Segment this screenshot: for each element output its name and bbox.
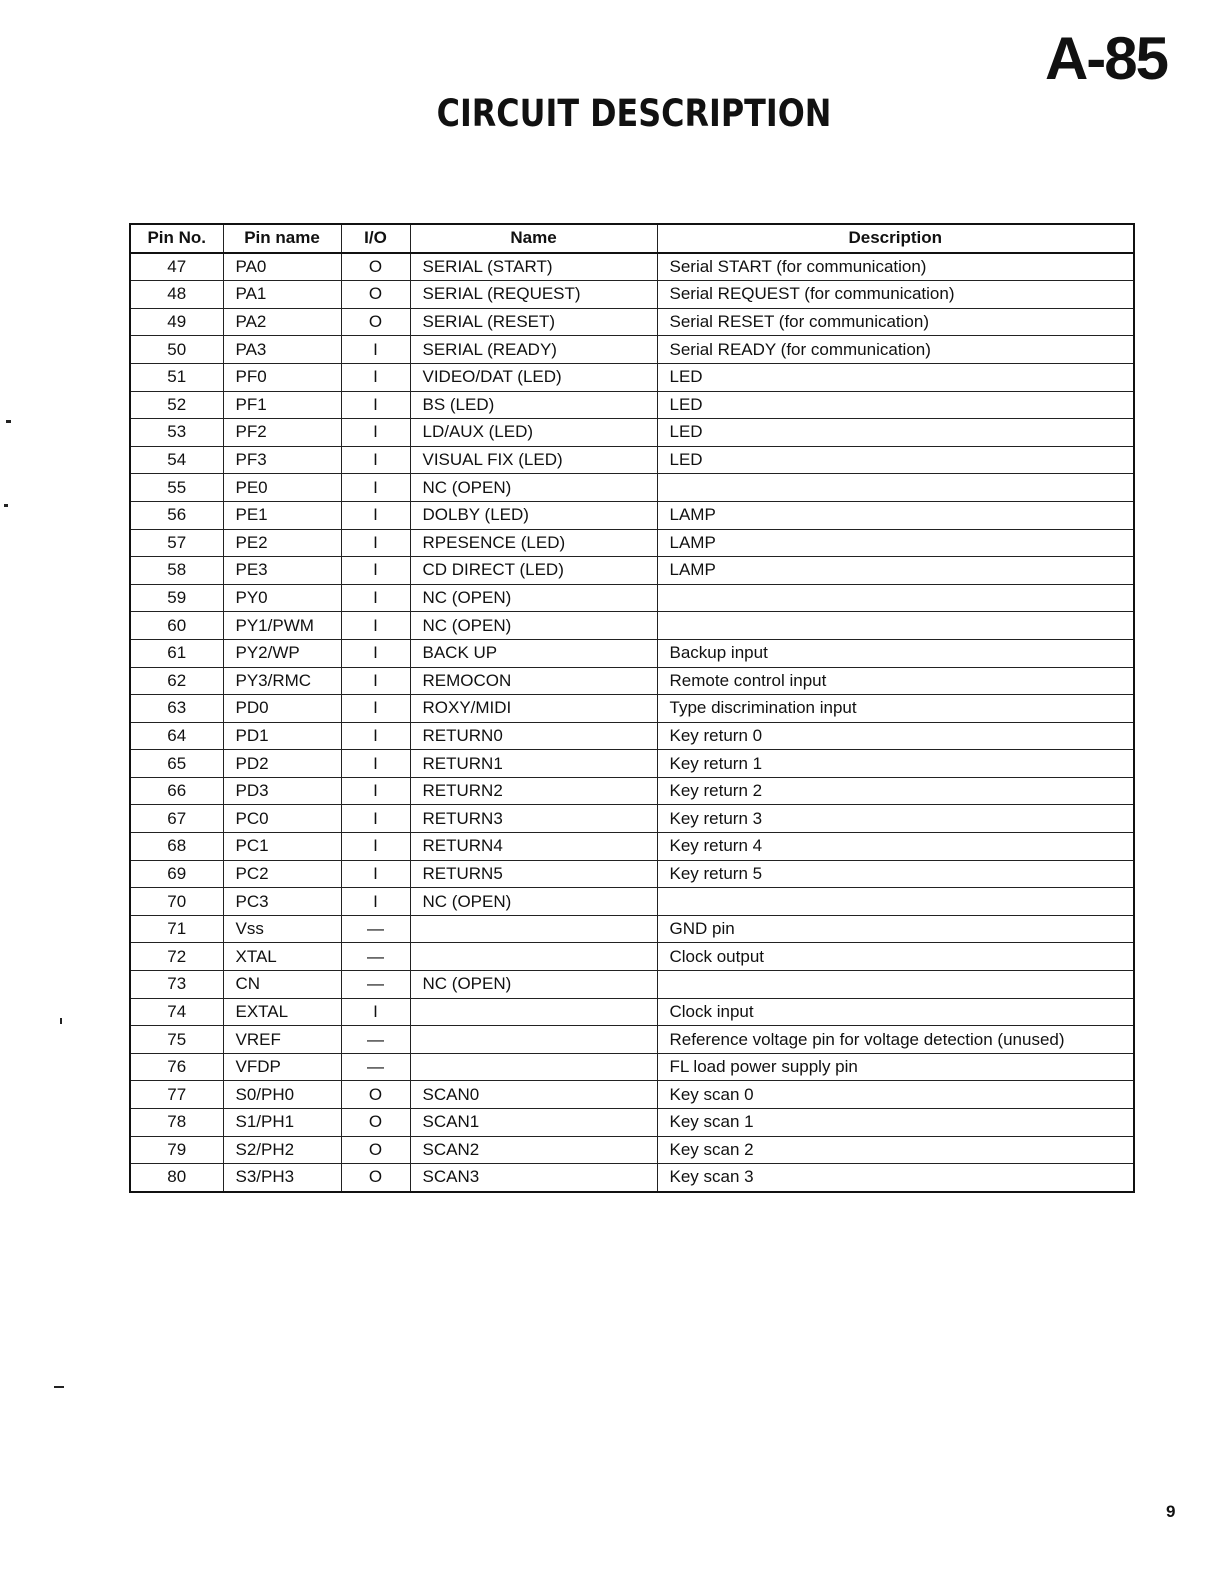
description-cell: Remote control input — [657, 667, 1134, 695]
io-cell: I — [341, 336, 410, 364]
table-row — [130, 1136, 1134, 1164]
pin-name-cell: PA2 — [223, 308, 341, 336]
signal-name-cell: SERIAL (READY) — [410, 336, 657, 364]
table-row — [130, 557, 1134, 585]
table-row — [130, 446, 1134, 474]
table-row — [130, 474, 1134, 502]
description-cell: LED — [657, 363, 1134, 391]
pin-number-cell: 78 — [130, 1109, 223, 1137]
scan-speck — [60, 1018, 62, 1024]
pin-number-cell: 73 — [130, 971, 223, 999]
signal-name-cell: CD DIRECT (LED) — [410, 557, 657, 585]
description-cell — [657, 971, 1134, 999]
pin-number-cell: 48 — [130, 281, 223, 309]
signal-name-cell — [410, 1026, 657, 1054]
pin-name-cell: PY2/WP — [223, 639, 341, 667]
signal-name-cell: NC (OPEN) — [410, 888, 657, 916]
pin-number-cell: 62 — [130, 667, 223, 695]
description-cell: Clock input — [657, 998, 1134, 1026]
pin-name-cell: PA0 — [223, 253, 341, 281]
pin-name-cell: PE1 — [223, 501, 341, 529]
io-cell: I — [341, 860, 410, 888]
pin-name-cell: PY1/PWM — [223, 612, 341, 640]
table-row — [130, 584, 1134, 612]
signal-name-cell: RETURN5 — [410, 860, 657, 888]
description-cell: Key return 0 — [657, 722, 1134, 750]
io-cell: I — [341, 557, 410, 585]
table-row — [130, 943, 1134, 971]
pin-name-cell: PC1 — [223, 833, 341, 861]
table-row — [130, 722, 1134, 750]
signal-name-cell: BACK UP — [410, 639, 657, 667]
description-cell: LED — [657, 446, 1134, 474]
model-number: A-85 — [1044, 25, 1167, 92]
signal-name-cell: BS (LED) — [410, 391, 657, 419]
page-number: 9 — [1166, 1502, 1176, 1521]
io-cell: — — [341, 943, 410, 971]
io-cell: O — [341, 1081, 410, 1109]
pin-number-cell: 63 — [130, 695, 223, 723]
table-row — [130, 1053, 1134, 1081]
signal-name-cell: SERIAL (REQUEST) — [410, 281, 657, 309]
signal-name-cell: RETURN3 — [410, 805, 657, 833]
table-row — [130, 695, 1134, 723]
io-cell: I — [341, 750, 410, 778]
description-cell: LED — [657, 419, 1134, 447]
signal-name-cell: NC (OPEN) — [410, 584, 657, 612]
description-cell: LAMP — [657, 529, 1134, 557]
signal-name-cell — [410, 915, 657, 943]
description-cell: Clock output — [657, 943, 1134, 971]
signal-name-cell: NC (OPEN) — [410, 612, 657, 640]
pin-number-cell: 69 — [130, 860, 223, 888]
pin-number-cell: 61 — [130, 639, 223, 667]
description-cell: Key scan 3 — [657, 1164, 1134, 1192]
table-row — [130, 1109, 1134, 1137]
io-cell: I — [341, 805, 410, 833]
io-cell: I — [341, 777, 410, 805]
signal-name-cell: NC (OPEN) — [410, 971, 657, 999]
pin-name-cell: S2/PH2 — [223, 1136, 341, 1164]
pin-name-cell: XTAL — [223, 943, 341, 971]
io-cell: O — [341, 281, 410, 309]
table-row — [130, 363, 1134, 391]
signal-name-cell — [410, 1053, 657, 1081]
pin-name-cell: PA1 — [223, 281, 341, 309]
description-cell — [657, 474, 1134, 502]
table-row — [130, 612, 1134, 640]
io-cell: I — [341, 888, 410, 916]
table-row — [130, 998, 1134, 1026]
pin-name-cell: PD2 — [223, 750, 341, 778]
description-cell — [657, 612, 1134, 640]
pin-name-cell: Vss — [223, 915, 341, 943]
scan-speck — [6, 420, 11, 423]
description-cell: Key scan 2 — [657, 1136, 1134, 1164]
pin-name-cell: PA3 — [223, 336, 341, 364]
table-row — [130, 860, 1134, 888]
column-header: Description — [657, 224, 1134, 253]
pin-number-cell: 57 — [130, 529, 223, 557]
pin-number-cell: 54 — [130, 446, 223, 474]
signal-name-cell: SERIAL (RESET) — [410, 308, 657, 336]
description-cell: Serial RESET (for communication) — [657, 308, 1134, 336]
pin-name-cell: PC3 — [223, 888, 341, 916]
description-cell: Key return 4 — [657, 833, 1134, 861]
io-cell: I — [341, 667, 410, 695]
pin-name-cell: PF0 — [223, 363, 341, 391]
io-cell: I — [341, 446, 410, 474]
pin-number-cell: 80 — [130, 1164, 223, 1192]
pin-name-cell: S0/PH0 — [223, 1081, 341, 1109]
io-cell: I — [341, 639, 410, 667]
signal-name-cell: VISUAL FIX (LED) — [410, 446, 657, 474]
pin-name-cell: PC2 — [223, 860, 341, 888]
table-row — [130, 915, 1134, 943]
table-row — [130, 971, 1134, 999]
pin-number-cell: 49 — [130, 308, 223, 336]
pin-name-cell: PY0 — [223, 584, 341, 612]
pin-name-cell: VREF — [223, 1026, 341, 1054]
table-row — [130, 308, 1134, 336]
signal-name-cell: SCAN3 — [410, 1164, 657, 1192]
pin-number-cell: 71 — [130, 915, 223, 943]
signal-name-cell: SCAN0 — [410, 1081, 657, 1109]
pin-name-cell: VFDP — [223, 1053, 341, 1081]
pin-name-cell: S1/PH1 — [223, 1109, 341, 1137]
table-row — [130, 419, 1134, 447]
pin-number-cell: 77 — [130, 1081, 223, 1109]
pin-name-cell: PD3 — [223, 777, 341, 805]
pin-name-cell: PE0 — [223, 474, 341, 502]
description-cell: Key return 3 — [657, 805, 1134, 833]
pin-number-cell: 60 — [130, 612, 223, 640]
signal-name-cell: VIDEO/DAT (LED) — [410, 363, 657, 391]
pin-number-cell: 53 — [130, 419, 223, 447]
pin-number-cell: 52 — [130, 391, 223, 419]
pin-number-cell: 68 — [130, 833, 223, 861]
description-cell: LED — [657, 391, 1134, 419]
pin-number-cell: 55 — [130, 474, 223, 502]
pin-name-cell: PY3/RMC — [223, 667, 341, 695]
signal-name-cell: RETURN1 — [410, 750, 657, 778]
description-cell: Reference voltage pin for voltage detection (unused) — [657, 1026, 1134, 1054]
page-title: CIRCUIT DESCRIPTION — [436, 92, 832, 135]
io-cell: I — [341, 833, 410, 861]
description-cell: Serial READY (for communication) — [657, 336, 1134, 364]
description-cell: GND pin — [657, 915, 1134, 943]
table-row — [130, 1164, 1134, 1192]
description-cell: LAMP — [657, 557, 1134, 585]
table-header-row — [130, 224, 1134, 253]
signal-name-cell: SERIAL (START) — [410, 253, 657, 281]
io-cell: I — [341, 391, 410, 419]
pin-name-cell: PD1 — [223, 722, 341, 750]
signal-name-cell: ROXY/MIDI — [410, 695, 657, 723]
io-cell: I — [341, 501, 410, 529]
pin-number-cell: 66 — [130, 777, 223, 805]
table-row — [130, 667, 1134, 695]
description-cell: Serial START (for communication) — [657, 253, 1134, 281]
column-header: Pin name — [223, 224, 341, 253]
table-row — [130, 1026, 1134, 1054]
signal-name-cell: RETURN0 — [410, 722, 657, 750]
io-cell: — — [341, 915, 410, 943]
description-cell: Key scan 1 — [657, 1109, 1134, 1137]
signal-name-cell: SCAN1 — [410, 1109, 657, 1137]
description-cell: Key scan 0 — [657, 1081, 1134, 1109]
table-row — [130, 253, 1134, 281]
description-cell: LAMP — [657, 501, 1134, 529]
io-cell: — — [341, 1053, 410, 1081]
pin-number-cell: 47 — [130, 253, 223, 281]
scan-speck — [4, 504, 8, 507]
table-row — [130, 391, 1134, 419]
io-cell: I — [341, 474, 410, 502]
signal-name-cell: RETURN2 — [410, 777, 657, 805]
table-row — [130, 529, 1134, 557]
io-cell: — — [341, 1026, 410, 1054]
description-cell: Key return 5 — [657, 860, 1134, 888]
io-cell: I — [341, 419, 410, 447]
pin-number-cell: 56 — [130, 501, 223, 529]
io-cell: O — [341, 253, 410, 281]
table-row — [130, 639, 1134, 667]
table-body — [130, 253, 1134, 1192]
table-row — [130, 777, 1134, 805]
description-cell — [657, 888, 1134, 916]
description-cell: FL load power supply pin — [657, 1053, 1134, 1081]
pin-number-cell: 50 — [130, 336, 223, 364]
pin-name-cell: EXTAL — [223, 998, 341, 1026]
io-cell: I — [341, 529, 410, 557]
pin-name-cell: S3/PH3 — [223, 1164, 341, 1192]
pin-number-cell: 75 — [130, 1026, 223, 1054]
pin-number-cell: 67 — [130, 805, 223, 833]
io-cell: I — [341, 722, 410, 750]
pin-number-cell: 74 — [130, 998, 223, 1026]
pin-name-cell: PF3 — [223, 446, 341, 474]
table-row — [130, 750, 1134, 778]
table-row — [130, 501, 1134, 529]
table-row — [130, 833, 1134, 861]
pin-number-cell: 79 — [130, 1136, 223, 1164]
table-row — [130, 336, 1134, 364]
description-cell: Key return 2 — [657, 777, 1134, 805]
pin-name-cell: PF1 — [223, 391, 341, 419]
column-header: Pin No. — [130, 224, 223, 253]
io-cell: I — [341, 612, 410, 640]
pin-number-cell: 59 — [130, 584, 223, 612]
io-cell: O — [341, 1109, 410, 1137]
pin-name-cell: PF2 — [223, 419, 341, 447]
pin-table — [129, 223, 1135, 1193]
signal-name-cell: RPESENCE (LED) — [410, 529, 657, 557]
io-cell: O — [341, 1164, 410, 1192]
table-row — [130, 805, 1134, 833]
signal-name-cell: NC (OPEN) — [410, 474, 657, 502]
table-row — [130, 888, 1134, 916]
description-cell: Type discrimination input — [657, 695, 1134, 723]
signal-name-cell — [410, 998, 657, 1026]
signal-name-cell: LD/AUX (LED) — [410, 419, 657, 447]
table-row — [130, 281, 1134, 309]
signal-name-cell: DOLBY (LED) — [410, 501, 657, 529]
pin-number-cell: 72 — [130, 943, 223, 971]
io-cell: I — [341, 998, 410, 1026]
pin-number-cell: 76 — [130, 1053, 223, 1081]
column-header: I/O — [341, 224, 410, 253]
pin-name-cell: PD0 — [223, 695, 341, 723]
io-cell: I — [341, 363, 410, 391]
signal-name-cell — [410, 943, 657, 971]
scan-speck — [54, 1386, 64, 1388]
pin-name-cell: PC0 — [223, 805, 341, 833]
pin-number-cell: 64 — [130, 722, 223, 750]
pin-number-cell: 70 — [130, 888, 223, 916]
io-cell: O — [341, 1136, 410, 1164]
io-cell: I — [341, 584, 410, 612]
io-cell: — — [341, 971, 410, 999]
signal-name-cell: RETURN4 — [410, 833, 657, 861]
pin-name-cell: PE3 — [223, 557, 341, 585]
io-cell: O — [341, 308, 410, 336]
signal-name-cell: REMOCON — [410, 667, 657, 695]
column-header: Name — [410, 224, 657, 253]
pin-number-cell: 58 — [130, 557, 223, 585]
pin-name-cell: PE2 — [223, 529, 341, 557]
pin-name-cell: CN — [223, 971, 341, 999]
pin-number-cell: 65 — [130, 750, 223, 778]
description-cell — [657, 584, 1134, 612]
pin-number-cell: 51 — [130, 363, 223, 391]
table-row — [130, 1081, 1134, 1109]
description-cell: Backup input — [657, 639, 1134, 667]
signal-name-cell: SCAN2 — [410, 1136, 657, 1164]
description-cell: Key return 1 — [657, 750, 1134, 778]
description-cell: Serial REQUEST (for communication) — [657, 281, 1134, 309]
io-cell: I — [341, 695, 410, 723]
